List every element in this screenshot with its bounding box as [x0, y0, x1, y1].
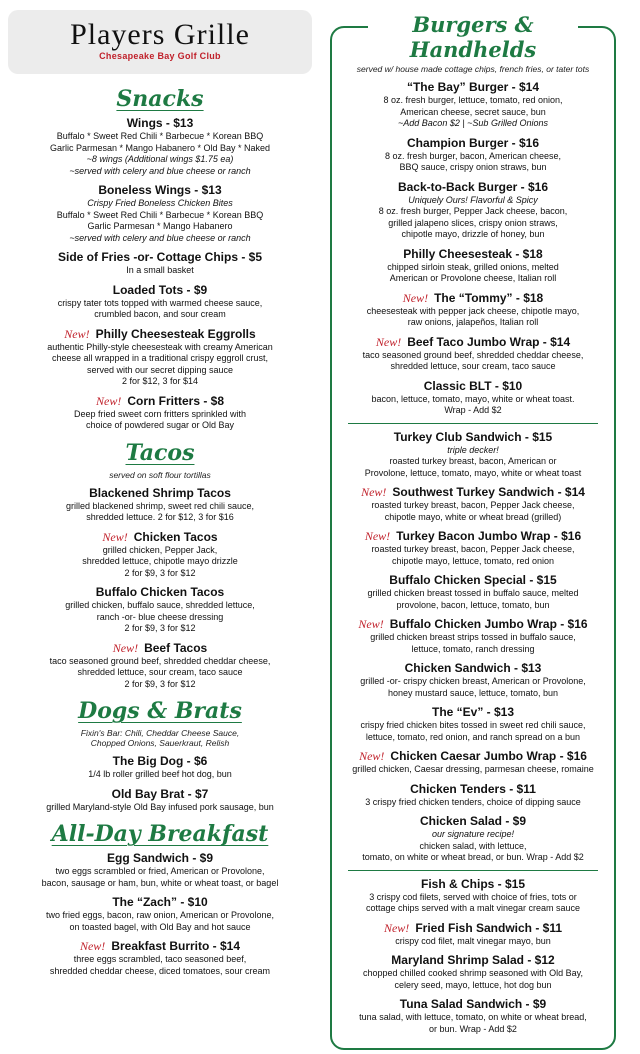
item-description: chopped chilled cooked shrimp seasoned with Old Bay, — [363, 968, 583, 978]
item-description: 1/4 lb roller grilled beef hot dog, bun — [88, 769, 232, 779]
item-description: crispy fried chicken bites tossed in sweet red chili sauce, — [360, 720, 586, 730]
item-name — [332, 80, 614, 95]
new-badge: New! — [95, 393, 122, 408]
item-title: Boneless Wings - $13 — [98, 183, 222, 197]
item-description: American or Provolone cheese, Italian roll — [389, 273, 557, 283]
item-name — [332, 247, 614, 262]
item-description: Garlic Parmesan * Mango Habanero * Old Bay * Naked — [49, 142, 271, 153]
item-title: Chicken Caesar Jumbo Wrap - $16 — [390, 749, 587, 763]
item-description: grilled Maryland-style Old Bay infused pork sausage, bun — [46, 801, 274, 812]
item-title: Side of Fries -or- Cottage Chips - $5 — [57, 250, 263, 264]
item-description: served with our secret dipping sauce — [86, 364, 234, 375]
restaurant-logo — [8, 10, 312, 74]
item-name — [332, 529, 614, 544]
menu-item — [8, 116, 312, 177]
item-name — [8, 641, 312, 656]
burgers-group — [332, 877, 614, 1036]
item-description: American cheese, secret sauce, bun — [400, 106, 546, 117]
item-title: Chicken Salad - $9 — [419, 814, 527, 828]
new-badge: New! — [383, 920, 410, 935]
item-description: shredded lettuce, sour cream, taco sauce — [77, 667, 243, 677]
menu-item — [332, 921, 614, 948]
item-title: Southwest Turkey Sandwich - $14 — [392, 485, 585, 499]
logo-name: Players Grille — [70, 18, 250, 51]
item-title: Philly Cheesesteak - $18 — [403, 246, 543, 261]
item-description: honey mustard sauce, lettuce, tomato, bun — [387, 687, 559, 698]
item-description: chipotle mayo, drizzle of honey, bun — [401, 229, 545, 239]
item-description: chipotle mayo, white or wheat bread (grilled) — [384, 511, 562, 522]
item-title: Turkey Bacon Jumbo Wrap - $16 — [396, 529, 582, 543]
item-description: roasted turkey breast, bacon, Pepper Jack cheese, — [371, 544, 575, 554]
menu-item — [332, 180, 614, 241]
item-description: BBQ sauce, crispy onion straws, bun — [399, 162, 547, 172]
item-description: chipped sirloin steak, grilled onions, melted — [387, 261, 559, 272]
section-divider — [348, 423, 598, 424]
item-title: Buffalo Chicken Tacos — [95, 585, 225, 599]
item-title: Blackened Shrimp Tacos — [89, 485, 231, 500]
item-description: grilled chicken breast strips tossed in buffalo sauce, — [370, 632, 576, 642]
tacos-note: served on soft flour tortillas — [109, 469, 211, 480]
item-note: ~served with celery and blue cheese or ranch — [69, 165, 251, 176]
menu-item — [8, 283, 312, 321]
item-name — [332, 180, 614, 195]
item-note: ~Add Bacon $2 | ~Sub Grilled Onions — [398, 118, 548, 128]
item-title: Buffalo Chicken Jumbo Wrap - $16 — [389, 617, 588, 631]
item-description: raw onions, jalapeños, Italian roll — [407, 317, 539, 327]
menu-item — [332, 705, 614, 743]
item-description: Buffalo * Sweet Red Chili * Barbecue * Korean BBQ — [56, 131, 264, 141]
menu-item — [332, 247, 614, 285]
item-name — [8, 486, 312, 501]
item-title: The “Ev” - $13 — [431, 705, 515, 719]
dogs-list — [8, 754, 312, 813]
burgers-group — [332, 430, 614, 864]
item-title: Breakfast Burrito - $14 — [111, 939, 241, 953]
item-name — [332, 379, 614, 394]
item-title: Beef Tacos — [144, 640, 208, 655]
item-title: Corn Fritters - $8 — [127, 393, 225, 408]
item-description: choice of powdered sugar or Old Bay — [85, 420, 235, 430]
item-description: cottage chips served with a malt vinegar cream sauce — [365, 903, 581, 913]
item-description: grilled jalapeno slices, crispy onion straws, — [388, 217, 558, 228]
menu-item — [332, 136, 614, 174]
menu-item — [8, 394, 312, 432]
item-description: Garlic Parmesan * Mango Habanero — [87, 221, 233, 231]
new-badge: New! — [375, 334, 402, 349]
menu-item — [8, 250, 312, 277]
item-title: Turkey Club Sandwich - $15 — [393, 429, 553, 444]
item-name — [8, 327, 312, 342]
menu-item — [332, 430, 614, 480]
menu-item — [332, 749, 614, 776]
item-title: Chicken Tacos — [133, 529, 218, 544]
breakfast-title: All-Day Breakfast — [51, 821, 269, 847]
menu-item — [8, 585, 312, 635]
item-description: three eggs scrambled, taco seasoned beef, — [73, 954, 247, 964]
item-description: authentic Philly-style cheesesteak with creamy American — [47, 341, 273, 352]
item-description: lettuce, tomato, red onion, and ranch spread on a bun — [365, 731, 581, 742]
item-description: crispy tater tots topped with warmed cheese sauce, — [57, 297, 263, 308]
item-description: 8 oz. fresh burger, lettuce, tomato, red onion, — [383, 95, 563, 105]
item-name — [8, 394, 312, 409]
item-description: cheesesteak with pepper jack cheese, chipotle mayo, — [366, 305, 580, 316]
item-description: bacon, sausage or ham, bun, white or wheat toast, or bagel — [41, 877, 279, 888]
item-note: ~8 wings (Additional wings $1.75 ea) — [86, 154, 234, 164]
dogs-title: Dogs & Brats — [78, 698, 242, 724]
new-badge: New! — [402, 290, 429, 305]
item-description: grilled chicken, Pepper Jack, — [102, 544, 218, 555]
item-description: crumbled bacon, and sour cream — [94, 309, 226, 319]
new-badge: New! — [112, 640, 139, 655]
item-title: Old Bay Brat - $7 — [111, 786, 209, 801]
dogs-note-line: Chopped Onions, Sauerkraut, Relish — [90, 738, 230, 748]
item-description: Provolone, lettuce, tomato, mayo, white or wheat toast — [364, 467, 582, 478]
burgers-title: Burgers & Handhelds — [368, 12, 578, 62]
item-name — [8, 939, 312, 954]
section-divider — [348, 870, 598, 871]
item-description: taco seasoned ground beef, shredded cheddar cheese, — [362, 349, 584, 360]
item-description: cheese all wrapped in a traditional crispy eggroll crust, — [51, 353, 269, 363]
item-name — [8, 183, 312, 198]
item-description: Wrap - Add $2 — [444, 405, 502, 415]
item-name — [332, 617, 614, 632]
item-name — [332, 335, 614, 350]
item-name — [8, 116, 312, 131]
item-description: ranch -or- blue cheese dressing — [96, 611, 224, 622]
menu-item — [8, 895, 312, 933]
item-description: two fried eggs, bacon, raw onion, American or Provolone, — [45, 910, 275, 920]
item-title: Tuna Salad Sandwich - $9 — [399, 997, 547, 1011]
item-tagline: our signature recipe! — [431, 829, 515, 839]
snacks-title: Snacks — [116, 86, 204, 112]
menu-item — [8, 851, 312, 889]
item-name — [332, 749, 614, 764]
menu-item — [8, 754, 312, 781]
item-description: taco seasoned ground beef, shredded cheddar cheese, — [49, 655, 271, 666]
item-name — [332, 782, 614, 797]
item-title: Chicken Tenders - $11 — [410, 781, 536, 796]
item-description: lettuce, tomato, ranch dressing — [411, 643, 535, 654]
menu-item — [332, 335, 614, 373]
item-description: shredded lettuce, chipotle mayo drizzle — [82, 556, 238, 566]
item-title: Chicken Sandwich - $13 — [404, 661, 542, 675]
menu-item — [8, 183, 312, 244]
burgers-group — [332, 80, 614, 417]
item-title: The “Tommy” - $18 — [434, 290, 544, 305]
item-title: The Big Dog - $6 — [112, 754, 208, 768]
item-description: grilled chicken, buffalo sauce, shredded lettuce, — [65, 600, 255, 610]
item-description: 3 crispy cod filets, served with choice of fries, tots or — [369, 891, 577, 902]
item-name — [8, 787, 312, 802]
logo-subtitle: Chesapeake Bay Golf Club — [99, 51, 221, 61]
menu-item — [332, 529, 614, 567]
item-name — [332, 573, 614, 588]
item-title: Fish & Chips - $15 — [420, 876, 526, 891]
dogs-note — [8, 728, 312, 748]
item-name — [332, 485, 614, 500]
item-name — [8, 754, 312, 769]
new-badge: New! — [361, 485, 387, 499]
item-description: bacon, lettuce, tomato, mayo, white or wheat toast. — [371, 393, 575, 404]
item-description: roasted turkey breast, bacon, American or — [389, 456, 557, 466]
breakfast-list — [8, 851, 312, 977]
menu-item — [8, 787, 312, 814]
menu-item — [8, 486, 312, 524]
item-description: Buffalo * Sweet Red Chili * Barbecue * Korean BBQ — [56, 209, 264, 220]
item-name — [8, 530, 312, 545]
item-description: chipotle mayo, lettuce, tomato, red onion — [391, 555, 555, 566]
tacos-title: Tacos — [125, 439, 195, 466]
item-note: ~served with celery and blue cheese or ranch — [69, 232, 251, 243]
tacos-list — [8, 486, 312, 691]
item-description: 8 oz. fresh burger, Pepper Jack cheese, bacon, — [378, 206, 568, 216]
item-title: Fried Fish Sandwich - $11 — [415, 920, 563, 935]
item-description: 8 oz. fresh burger, bacon, American cheese, — [384, 150, 562, 161]
menu-item — [332, 617, 614, 655]
item-title: Back-to-Back Burger - $16 — [397, 179, 549, 194]
left-column — [8, 10, 312, 983]
item-description: crispy cod filet, malt vinegar mayo, bun — [395, 935, 551, 946]
item-name — [332, 661, 614, 676]
menu-item — [332, 379, 614, 417]
new-badge: New! — [79, 939, 106, 953]
menu-item — [332, 573, 614, 611]
dogs-note-line: Fixin's Bar: Chili, Cheddar Cheese Sauce, — [80, 728, 240, 738]
item-description: 2 for $9, 3 for $12 — [124, 567, 196, 578]
menu-item — [332, 814, 614, 864]
item-title: Beef Taco Jumbo Wrap - $14 — [407, 334, 571, 349]
item-title: Champion Burger - $16 — [406, 135, 540, 150]
item-title: Philly Cheesesteak Eggrolls — [95, 326, 256, 341]
menu-item — [8, 327, 312, 388]
item-title: The “Zach” - $10 — [112, 895, 208, 909]
item-title: Egg Sandwich - $9 — [106, 851, 214, 865]
item-name — [8, 283, 312, 298]
menu-item — [332, 291, 614, 329]
item-description: shredded lettuce, sour cream, taco sauce — [390, 361, 556, 371]
item-name — [8, 851, 312, 866]
menu-item — [332, 877, 614, 915]
menu-item — [332, 485, 614, 523]
item-description: 2 for $9, 3 for $12 — [124, 623, 196, 633]
menu-item — [8, 939, 312, 977]
new-badge: New! — [102, 529, 128, 544]
item-description: tuna salad, with lettuce, tomato, on white or wheat bread, — [359, 1012, 587, 1022]
item-name — [332, 953, 614, 968]
item-name — [332, 877, 614, 892]
item-name — [8, 895, 312, 910]
menu-item — [332, 661, 614, 699]
item-name — [8, 585, 312, 600]
item-description: shredded lettuce. 2 for $12, 3 for $16 — [86, 512, 234, 522]
item-description: 2 for $12, 3 for $14 — [121, 376, 199, 386]
item-description: provolone, bacon, lettuce, tomato, bun — [396, 599, 550, 610]
item-title: Loaded Tots - $9 — [112, 282, 208, 297]
snacks-list — [8, 116, 312, 432]
item-description: grilled -or- crispy chicken breast, American or Provolone, — [360, 676, 586, 686]
item-name — [332, 921, 614, 936]
item-description: two eggs scrambled or fried, American or Provolone, — [55, 866, 265, 876]
item-description: Deep fried sweet corn fritters sprinkled with — [73, 408, 247, 419]
item-tagline: Uniquely Ours! Flavorful & Spicy — [408, 194, 538, 205]
item-title: Classic BLT - $10 — [423, 378, 523, 393]
menu-item — [332, 997, 614, 1035]
burgers-note: served w/ house made cottage chips, french fries, or tater tots — [356, 64, 590, 74]
item-name — [332, 291, 614, 306]
item-name — [332, 814, 614, 829]
item-description: grilled chicken, Caesar dressing, parmesan cheese, romaine — [352, 764, 594, 774]
item-description: chicken salad, with lettuce, — [419, 840, 527, 851]
item-description: 3 crispy fried chicken tenders, choice of dipping sauce — [365, 796, 581, 807]
burgers-list — [332, 80, 614, 1035]
item-description: celery seed, mayo, lettuce, hot dog bun — [394, 979, 552, 990]
item-description: on toasted bagel, with Old Bay and hot sauce — [69, 921, 251, 932]
item-name — [8, 250, 312, 265]
item-description: grilled blackened shrimp, sweet red chili sauce, — [65, 500, 255, 511]
item-title: Maryland Shrimp Salad - $12 — [391, 953, 555, 967]
item-description: 2 for $9, 3 for $12 — [124, 678, 196, 689]
item-description: roasted turkey breast, bacon, Pepper Jack cheese, — [371, 500, 575, 510]
item-tagline: Crispy Fried Boneless Chicken Bites — [87, 198, 233, 208]
new-badge: New! — [64, 326, 90, 341]
item-name — [332, 430, 614, 445]
item-title: Buffalo Chicken Special - $15 — [389, 573, 557, 587]
item-tagline: triple decker! — [447, 444, 499, 455]
item-description: or bun. Wrap - Add $2 — [429, 1023, 517, 1034]
item-description: grilled chicken breast tossed in buffalo sauce, melted — [367, 588, 579, 598]
item-description: tomato, on white or wheat bread, or bun. Wrap - Add $2 — [362, 852, 584, 862]
new-badge: New! — [359, 749, 385, 763]
item-description: In a small basket — [126, 265, 194, 275]
menu-item — [332, 80, 614, 130]
new-badge: New! — [364, 529, 391, 543]
item-title: “The Bay” Burger - $14 — [406, 80, 540, 94]
menu-item — [8, 530, 312, 580]
item-title: Wings - $13 — [126, 116, 194, 130]
menu-item — [332, 782, 614, 809]
item-description: shredded cheddar cheese, diced tomatoes, sour cream — [49, 965, 271, 976]
item-name — [332, 705, 614, 720]
menu-item — [332, 953, 614, 991]
menu-item — [8, 641, 312, 691]
item-name — [332, 136, 614, 151]
burgers-box — [330, 12, 616, 1050]
new-badge: New! — [358, 617, 384, 631]
item-name — [332, 997, 614, 1012]
